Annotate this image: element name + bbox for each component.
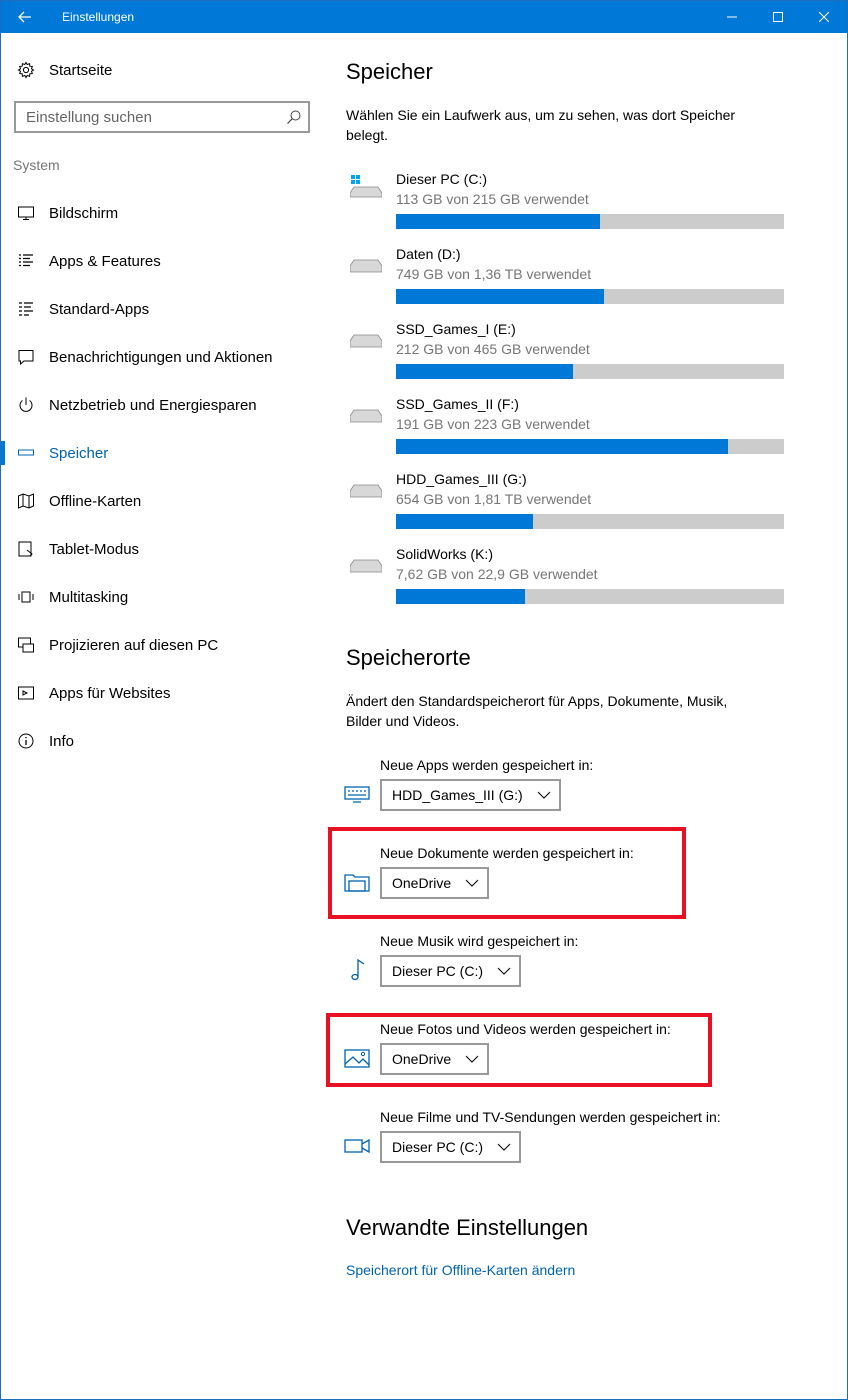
sidebar [1, 33, 329, 1399]
sidebar-item-benachrichtigungen[interactable] [1, 337, 329, 377]
photos-location-select[interactable] [380, 1043, 489, 1075]
active-indicator [1, 441, 5, 465]
drive-icon [350, 475, 382, 499]
sidebar-item-label: Apps & Features [49, 252, 161, 270]
default-apps-icon [17, 300, 35, 318]
storage-icon [17, 444, 35, 462]
chevron-down-icon [497, 1142, 511, 1152]
drive-icon [350, 550, 382, 574]
chevron-down-icon [465, 878, 479, 888]
select-value: HDD_Games_III (G:) [392, 787, 523, 803]
nav-home-label: Startseite [49, 61, 113, 79]
multitasking-icon [17, 588, 35, 606]
sidebar-item-label: Multitasking [49, 588, 129, 606]
sidebar-item-projizieren[interactable] [1, 625, 329, 665]
chevron-down-icon [537, 790, 551, 800]
notification-icon [17, 348, 35, 366]
project-icon [17, 636, 35, 654]
video-camera-icon [344, 1135, 370, 1157]
power-icon [17, 396, 35, 414]
usage-bar [396, 589, 784, 604]
usage-bar-fill [396, 364, 573, 379]
info-icon [17, 732, 35, 750]
location-photos [346, 1021, 766, 1085]
drive-usage: 749 GB von 1,36 TB verwendet [396, 266, 592, 282]
location-label: Neue Apps werden gespeichert in: [380, 757, 594, 773]
location-movies [346, 1109, 766, 1173]
drive-usage: 212 GB von 465 GB verwendet [396, 341, 590, 357]
location-apps [346, 757, 766, 821]
sidebar-item-label: Benachrichtigungen und Aktionen [49, 348, 273, 366]
search-input[interactable] [16, 103, 266, 131]
usage-bar-fill [396, 589, 525, 604]
drive-icon [350, 250, 382, 274]
maximize-button[interactable] [755, 1, 801, 33]
photo-icon [344, 1047, 370, 1069]
close-icon [819, 12, 829, 22]
drive-name: SSD_Games_II (F:) [396, 396, 519, 412]
locations-title: Speicherorte [346, 645, 471, 670]
sidebar-item-label: Offline-Karten [49, 492, 142, 510]
sidebar-item-label: Netzbetrieb und Energiesparen [49, 396, 257, 414]
usage-bar [396, 289, 784, 304]
select-value: Dieser PC (C:) [392, 963, 484, 979]
group-label-system: System [13, 157, 60, 173]
minimize-button[interactable] [709, 1, 755, 33]
usage-bar [396, 214, 784, 229]
drive-icon [350, 325, 382, 349]
tablet-icon [17, 540, 35, 558]
usage-bar [396, 514, 784, 529]
select-value: OneDrive [392, 875, 452, 891]
music-location-select[interactable] [380, 955, 521, 987]
settings-search[interactable] [14, 101, 310, 133]
sidebar-item-netzbetrieb[interactable] [1, 385, 329, 425]
locations-description: Ändert den Standardspeicherort für Apps, Dokumente, Musik, Bilder und Videos. [346, 693, 728, 729]
monitor-icon [17, 204, 35, 222]
select-value: Dieser PC (C:) [392, 1139, 484, 1155]
drive-item[interactable] [346, 471, 786, 533]
sidebar-item-info[interactable] [1, 721, 329, 761]
drive-name: Daten (D:) [396, 246, 461, 262]
location-documents [346, 845, 766, 909]
drive-name: SolidWorks (K:) [396, 546, 493, 562]
drive-usage: 654 GB von 1,81 TB verwendet [396, 491, 592, 507]
offline-maps-location-link[interactable]: Speicherort für Offline-Karten ändern [346, 1262, 576, 1278]
map-icon [17, 492, 35, 510]
drive-usage: 113 GB von 215 GB verwendet [396, 191, 589, 207]
location-label: Neue Fotos und Videos werden gespeichert in: [380, 1021, 671, 1037]
drive-item[interactable] [346, 171, 786, 233]
sidebar-item-label: Apps für Websites [49, 684, 171, 702]
music-note-icon [344, 959, 370, 981]
back-button[interactable] [1, 1, 49, 33]
drive-name: Dieser PC (C:) [396, 171, 488, 187]
usage-bar [396, 439, 784, 454]
drive-item[interactable] [346, 246, 786, 308]
apps-websites-icon [17, 684, 35, 702]
select-value: OneDrive [392, 1051, 452, 1067]
storage-description: Wählen Sie ein Laufwerk aus, um zu sehen, was dort Speicher belegt. [346, 107, 736, 143]
sidebar-item-multitasking[interactable] [1, 577, 329, 617]
apps-location-select[interactable] [380, 779, 561, 811]
apps-list-icon [17, 252, 35, 270]
location-music [346, 933, 766, 997]
usage-bar-fill [396, 514, 533, 529]
movies-location-select[interactable] [380, 1131, 521, 1163]
nav-home[interactable] [1, 55, 329, 85]
keyboard-icon [344, 783, 370, 805]
sidebar-item-tablet-modus[interactable] [1, 529, 329, 569]
usage-bar-fill [396, 289, 604, 304]
location-label: Neue Musik wird gespeichert in: [380, 933, 579, 949]
title-bar [1, 1, 847, 33]
sidebar-item-apps-websites[interactable] [1, 673, 329, 713]
chevron-down-icon [465, 1054, 479, 1064]
close-button[interactable] [801, 1, 847, 33]
sidebar-item-label: Info [49, 732, 75, 750]
back-arrow-icon [18, 11, 32, 23]
sidebar-item-standard-apps[interactable] [1, 289, 329, 329]
chevron-down-icon [497, 966, 511, 976]
usage-bar-fill [396, 439, 728, 454]
drive-icon [350, 400, 382, 424]
usage-bar-fill [396, 214, 600, 229]
search-icon[interactable] [286, 109, 302, 125]
gear-icon [17, 61, 35, 79]
sidebar-item-speicher[interactable] [1, 433, 329, 473]
drive-item[interactable] [346, 321, 786, 383]
documents-location-select[interactable] [380, 867, 489, 899]
drive-name: SSD_Games_I (E:) [396, 321, 516, 337]
sidebar-item-label: Projizieren auf diesen PC [49, 636, 219, 654]
sidebar-item-apps-features[interactable] [1, 241, 329, 281]
usage-bar [396, 364, 784, 379]
drive-usage: 7,62 GB von 22,9 GB verwendet [396, 566, 598, 582]
drive-usage: 191 GB von 223 GB verwendet [396, 416, 590, 432]
drive-name: HDD_Games_III (G:) [396, 471, 527, 487]
maximize-icon [773, 12, 783, 22]
sidebar-item-label: Speicher [49, 444, 109, 462]
drive-item[interactable] [346, 546, 786, 608]
storage-title: Speicher [346, 59, 433, 84]
drive-item[interactable] [346, 396, 786, 458]
sidebar-item-bildschirm[interactable] [1, 193, 329, 233]
location-label: Neue Dokumente werden gespeichert in: [380, 845, 634, 861]
sidebar-item-label: Bildschirm [49, 204, 119, 222]
sidebar-item-offline-karten[interactable] [1, 481, 329, 521]
related-title: Verwandte Einstellungen [346, 1215, 589, 1240]
location-label: Neue Filme und TV-Sendungen werden gespeichert in: [380, 1109, 721, 1125]
windows-drive-icon [350, 175, 382, 199]
window-title: Einstellungen [62, 10, 135, 24]
documents-folder-icon [344, 871, 370, 893]
sidebar-item-label: Tablet-Modus [49, 540, 140, 558]
sidebar-item-label: Standard-Apps [49, 300, 150, 318]
minimize-icon [727, 12, 737, 22]
